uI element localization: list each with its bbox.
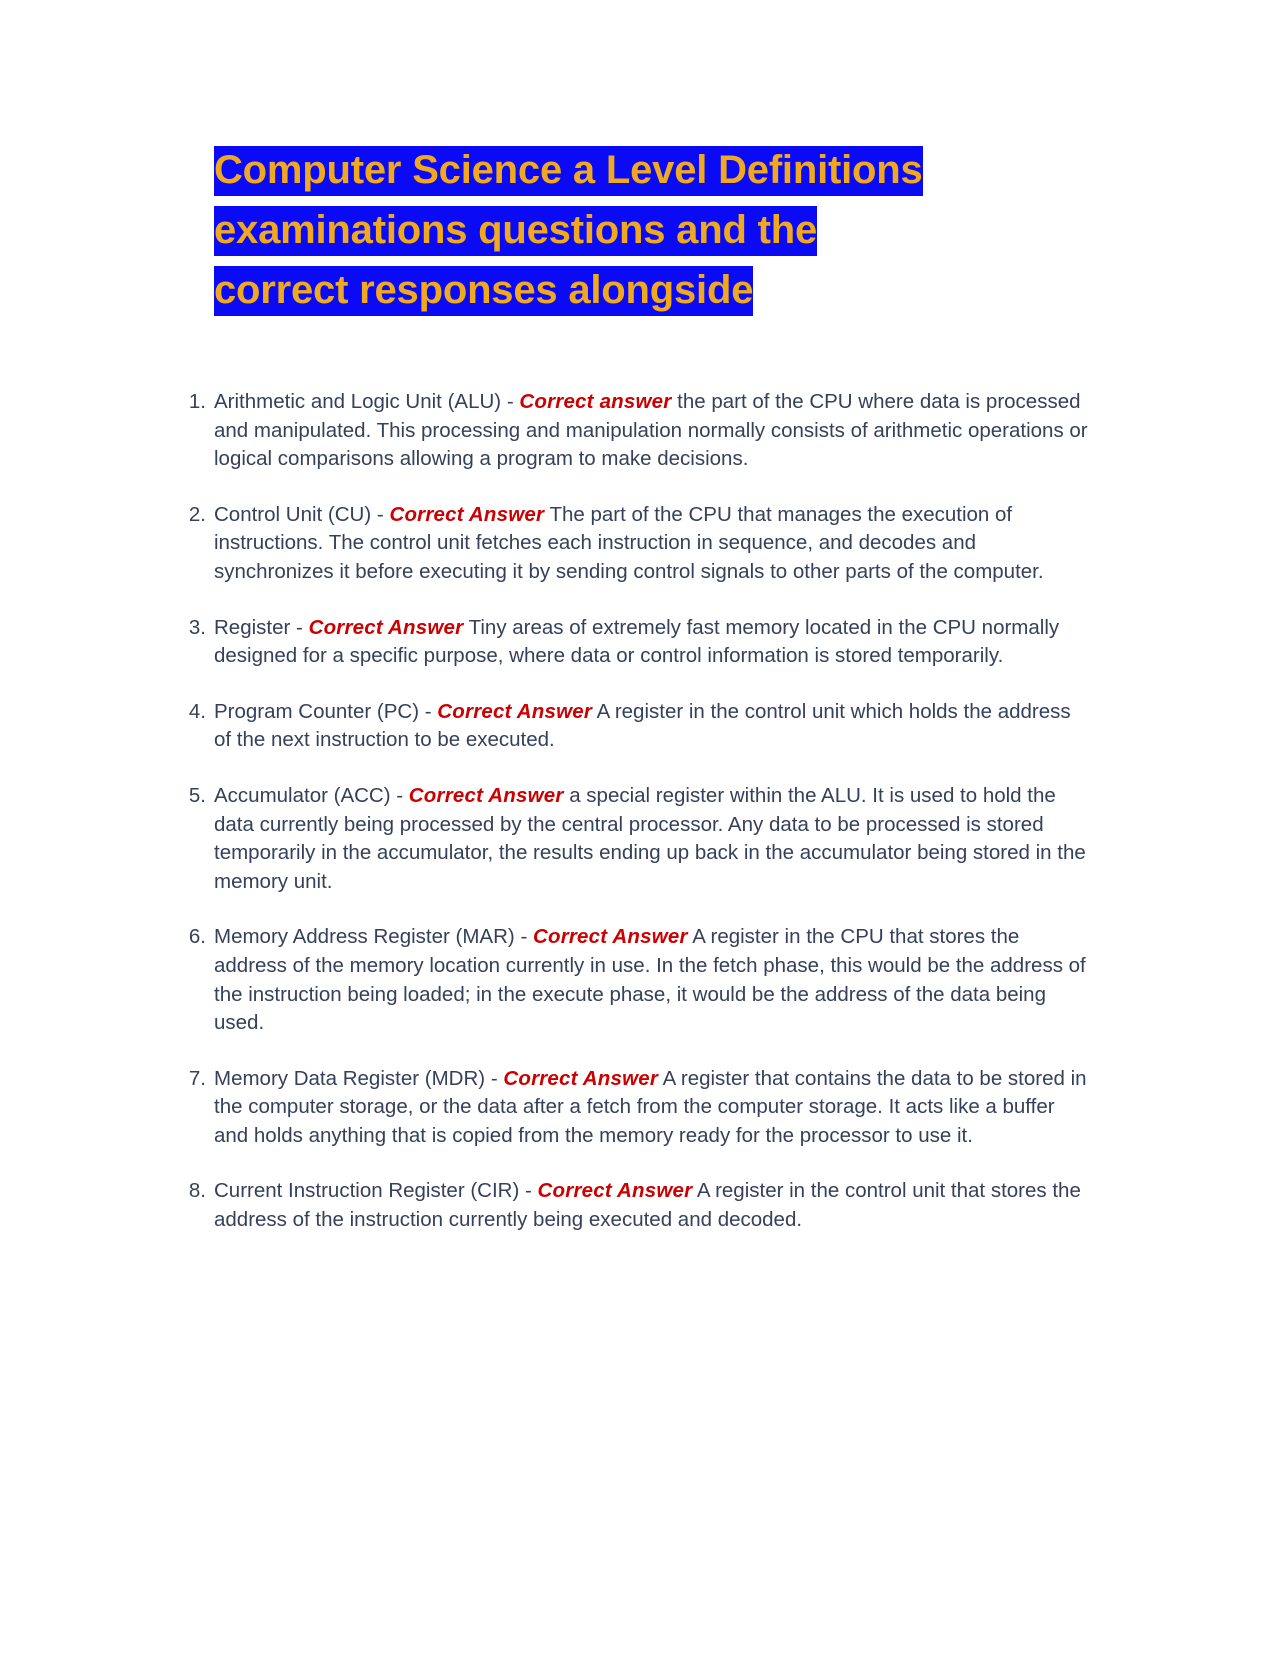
title-line-1-text: Computer Science a Level Definitions [214, 146, 923, 196]
definition-item [176, 782, 1088, 896]
definition-item [176, 501, 1088, 587]
title-line-1 [214, 140, 1094, 200]
definition-separator: - [525, 1179, 532, 1203]
title-line-3-text: correct responses alongside [214, 266, 753, 316]
definition-item-number: 5. [188, 783, 206, 807]
definition-term: Accumulator (ACC) [214, 783, 391, 807]
correct-answer-label: Correct Answer [408, 783, 564, 807]
definition-separator: - [520, 925, 528, 949]
definition-separator: - [396, 783, 404, 807]
definition-item [176, 614, 1088, 671]
correct-answer-label: Correct answer [519, 390, 672, 413]
definition-term: Memory Data Register (MDR) [214, 1066, 486, 1090]
definition-term: Program Counter (PC) [214, 699, 420, 723]
definition-item [176, 698, 1088, 755]
title-line-2-text: examinations questions and the [214, 206, 817, 256]
definition-text: A register in the control unit which holds the address of the next instruction to be executed. [214, 699, 1071, 752]
definition-item-number: 3. [188, 615, 206, 639]
definition-list [176, 388, 1088, 1235]
definition-term: Arithmetic and Logic Unit (ALU) [214, 390, 502, 413]
definition-term: Current Instruction Register (CIR) [214, 1179, 520, 1203]
correct-answer-label: Correct Answer [537, 1179, 693, 1203]
definition-text: A register that contains the data to be stored in the computer storage, or the data after a fetch from the computer storage. It acts like a buffer and holds anything that is copied from the memory ready for the processor to use it. [214, 1066, 1087, 1147]
definition-text: A register in the CPU that stores the address of the memory location currently in use. In the fetch phase, this would be the address of the instruction being loaded; in the execute phase, it would be the address of the data being used. [214, 925, 1086, 1035]
definition-item-number: 1. [188, 390, 206, 413]
definition-item [176, 923, 1088, 1037]
definition-item-number: 6. [188, 925, 206, 949]
definition-item [176, 388, 1088, 474]
title-line-3 [214, 260, 1094, 320]
definition-item [176, 1177, 1088, 1234]
correct-answer-label: Correct Answer [503, 1066, 659, 1090]
definition-separator: - [376, 502, 384, 526]
definition-separator: - [424, 699, 432, 723]
title-line-2 [214, 200, 1094, 260]
definition-separator: - [490, 1066, 498, 1090]
definition-term: Register [214, 615, 291, 639]
definition-separator: - [296, 615, 303, 639]
correct-answer-label: Correct Answer [532, 925, 688, 949]
page-title [214, 140, 1094, 320]
definition-term: Memory Address Register (MAR) [214, 925, 515, 949]
definition-text: a special register within the ALU. It is used to hold the data currently being processed by the central processor. Any data to be processed is stored temporarily in the accumulator, the results ending up back in the accumulator being stored in the memory unit. [214, 783, 1086, 893]
definition-item-number: 4. [188, 699, 206, 723]
definition-separator: - [506, 390, 514, 413]
definition-text: Tiny areas of extremely fast memory located in the CPU normally designed for a specific purpose, where data or control information is stored temporarily. [214, 615, 1060, 668]
definition-item-number: 2. [188, 502, 206, 526]
correct-answer-label: Correct Answer [308, 615, 464, 639]
definition-item [176, 1065, 1088, 1151]
definition-term: Control Unit (CU) [214, 502, 372, 526]
definition-text: The part of the CPU that manages the execution of instructions. The control unit fetches each instruction in sequence, and decodes and synchronizes it before executing it by sending control signals to other parts of the computer. [214, 502, 1044, 583]
definition-item-number: 8. [188, 1179, 206, 1203]
correct-answer-label: Correct Answer [437, 699, 592, 723]
definition-text: A register in the control unit that stores the address of the instruction currently being executed and decoded. [214, 1179, 1081, 1232]
correct-answer-label: Correct Answer [389, 502, 545, 526]
definition-item-number: 7. [188, 1066, 206, 1090]
definition-text: the part of the CPU where data is processed and manipulated. This processing and manipulation normally consists of arithmetic operations or logical comparisons allowing a program to make decisions. [214, 390, 1088, 471]
